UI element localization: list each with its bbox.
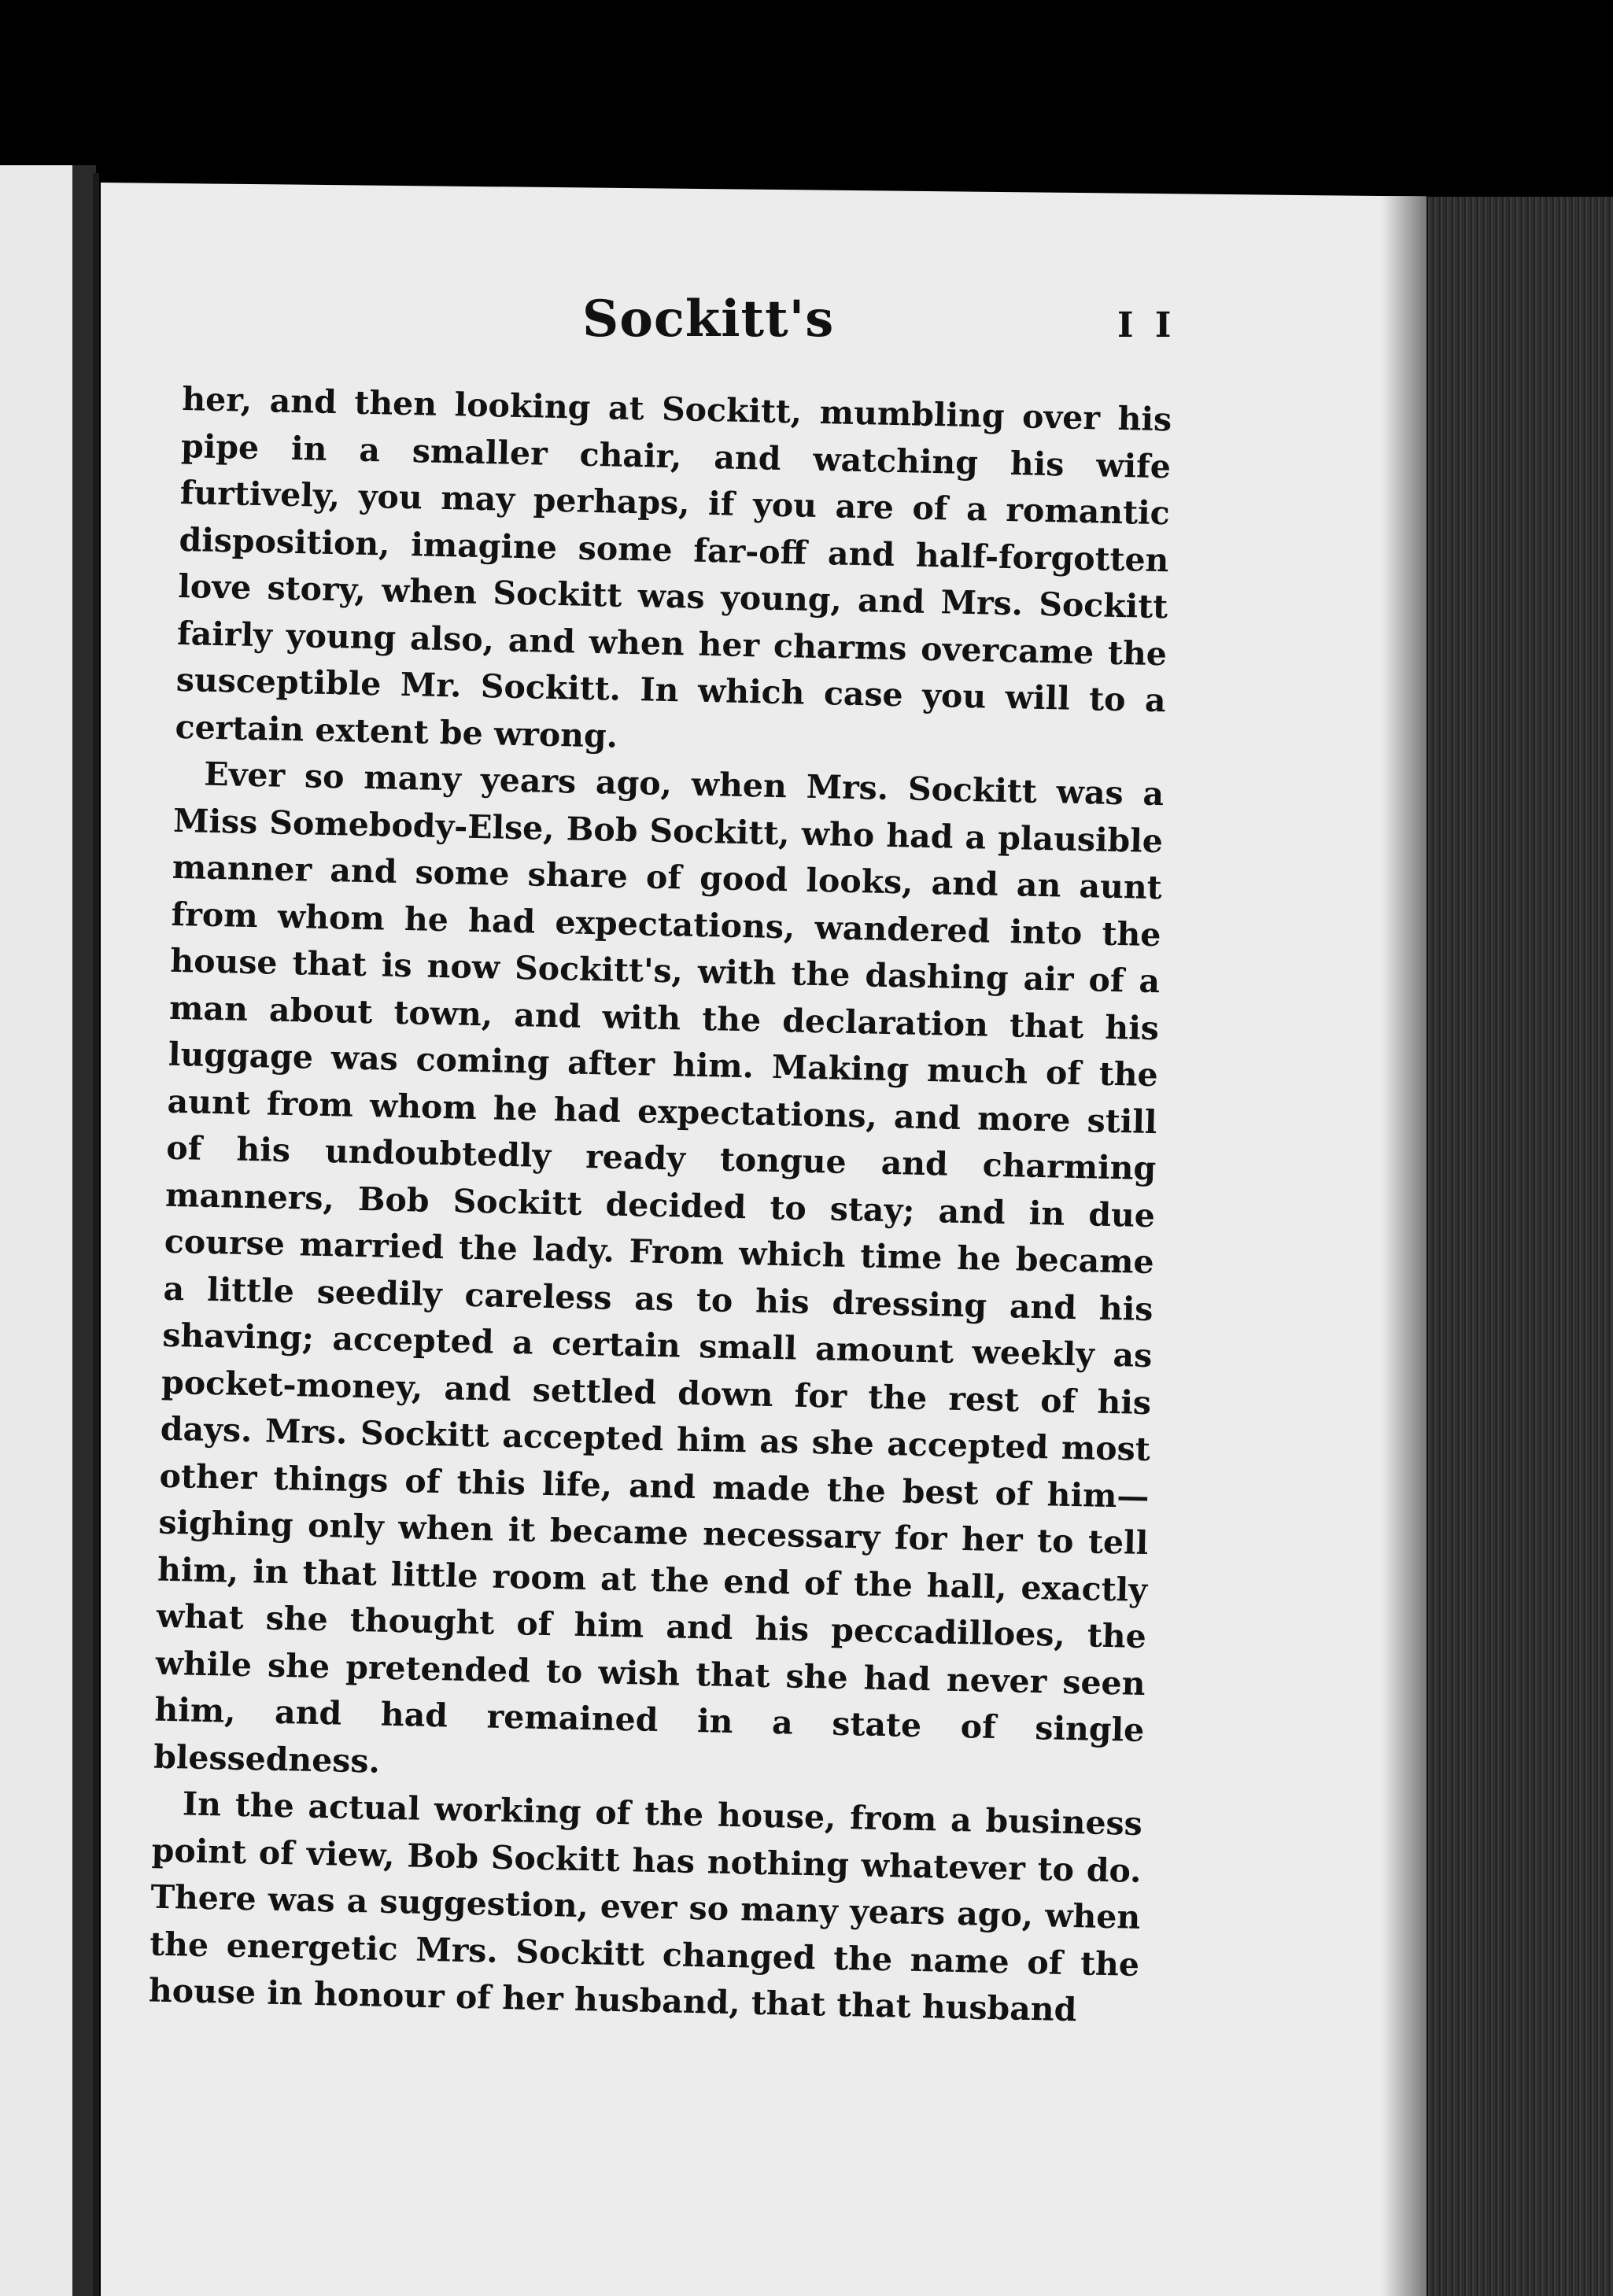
page-header (189, 290, 1196, 360)
paragraph: Ever so many years ago, when Mrs. Sockitt was a Miss Somebody-Else, Bob Sockitt, who had a plausible manner and some share of good looks, and an aunt from whom he had expectations, wandered into the house that is now Sockitt's, with the dashing air of a man about town, and with the declaration that his luggage was coming after him. Making much of the aunt from whom he had expectations, and more still of his undoubtedly ready tongue and charming manners, Bob Sockitt decided to stay; and in due course married the lady. From which time he became a little seedily careless as to his dressing and his shaving; accepted a certain small amount weekly as pocket-money, and settled down for the rest of his days. Mrs. Sockitt accepted him as she accepted most other things of this life, and made the best of him—sighing only when it became necessary for her to tell him, in that little room at the end of the hall, exactly what she thought of him and his peccadilloes, the while she pretended to wish that she had never seen him, and had remained in a state of single blessedness. (153, 755, 1165, 1781)
paragraph: her, and then looking at Sockitt, mumbling over his pipe in a smaller chair, and watching his wife furtively, you may perhaps, if you are of a romantic disposition, imagine some far-off and half-forgotten love story, when Sockitt was young, and Mrs. Sockitt fairly young also, and when her charms overcame the susceptible Mr. Sockitt. In which case you will to a certain extent be wrong. (175, 379, 1172, 755)
page-number: I I (1117, 305, 1176, 345)
facing-page-edge (0, 165, 75, 2296)
running-head: Sockitt's (582, 290, 835, 349)
page-body-text (148, 376, 1172, 2035)
page-edge-shadow (1381, 197, 1428, 2296)
gutter-shadow-line (93, 173, 99, 2296)
paragraph: In the actual working of the house, from a business point of view, Bob Sockitt has nothing whatever to do. There was a suggestion, ever so many years ago, when the energetic Mrs. Sockitt changed the name of the house in honour of her husband, that that husband (148, 1785, 1143, 2029)
